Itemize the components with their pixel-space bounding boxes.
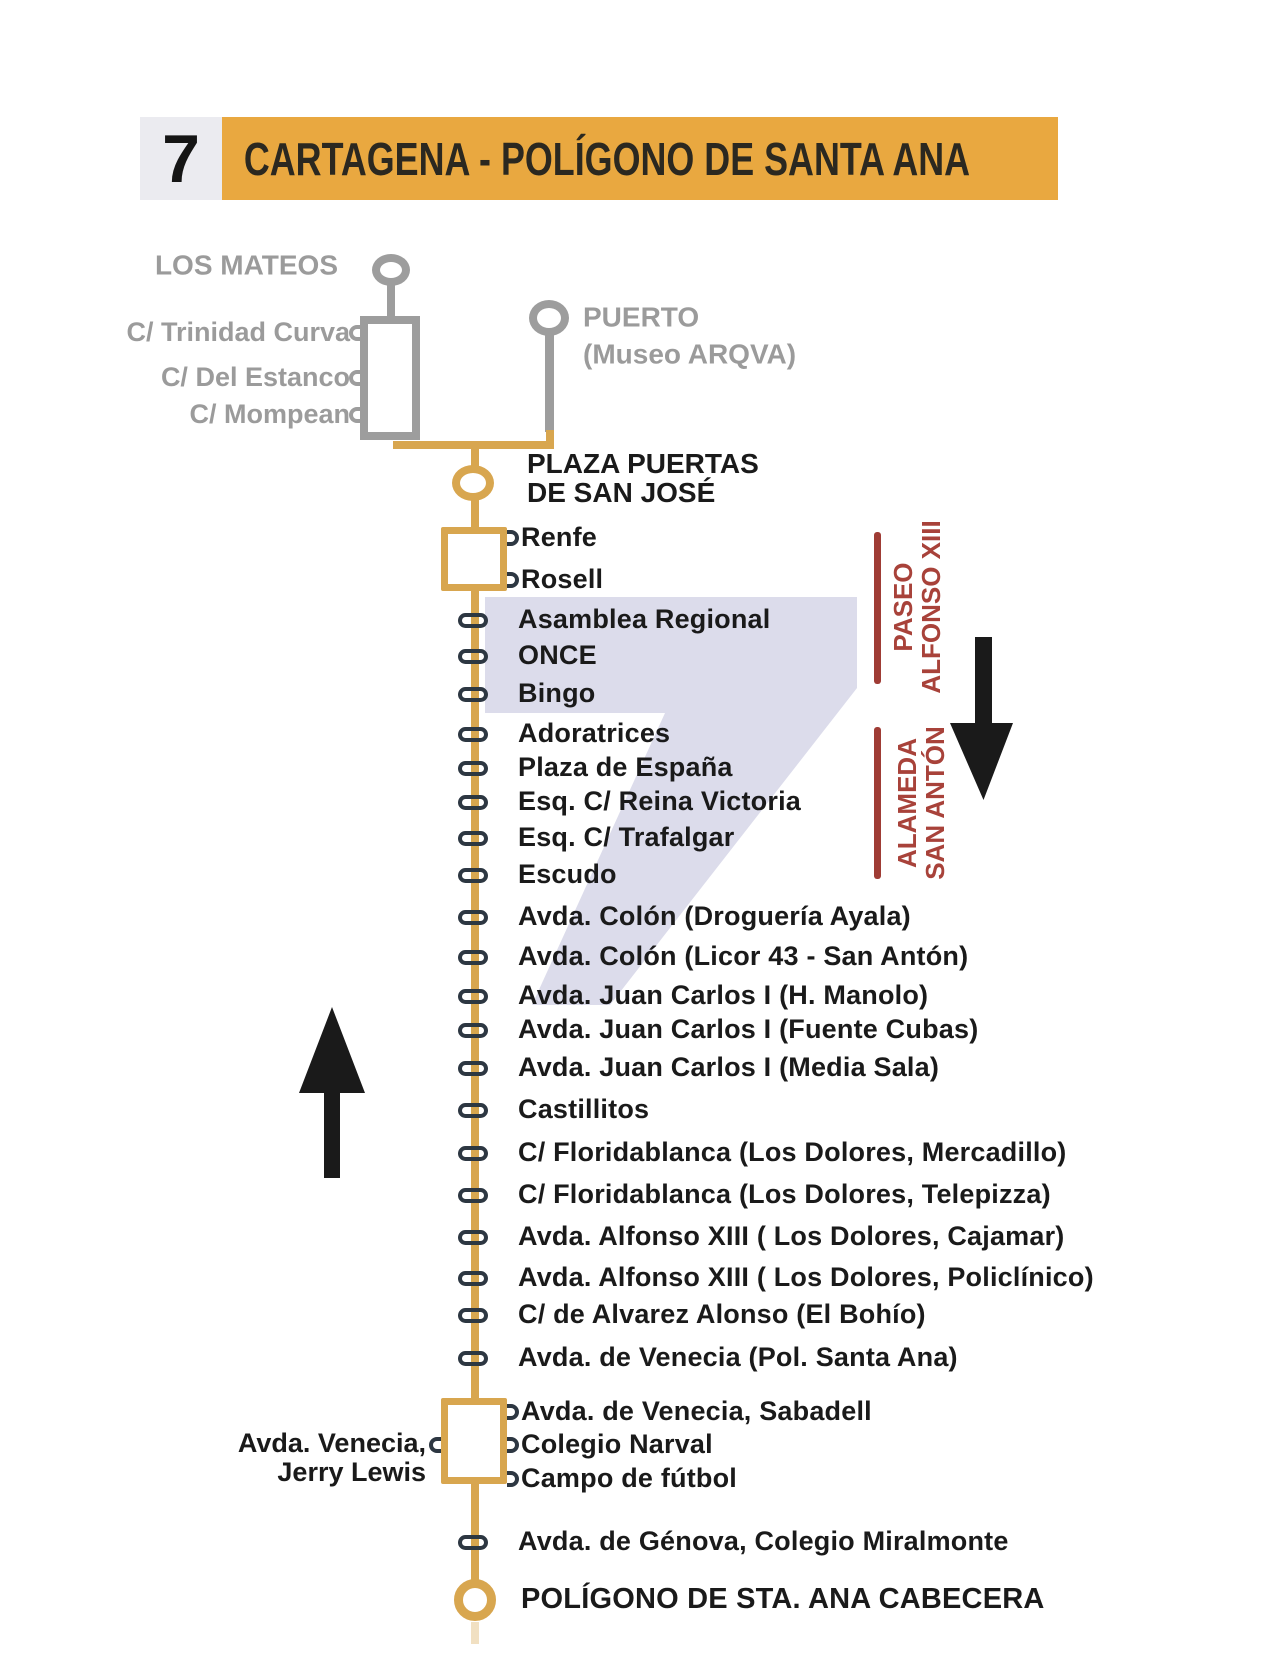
stop-label: Esq. C/ Reina Victoria <box>518 785 801 816</box>
stop-label: Avda. Juan Carlos I (H. Manolo) <box>518 979 929 1010</box>
branch-line <box>387 284 395 318</box>
terminus-label: POLÍGONO DE STA. ANA CABECERA <box>521 1582 1045 1615</box>
branch-terminus-circle <box>372 254 410 286</box>
terminus-circle <box>454 1579 496 1621</box>
stop-label: Avda. de Génova, Colegio Miralmonte <box>518 1525 1009 1556</box>
stop-marker <box>458 989 488 1004</box>
stop-marker <box>458 1103 488 1118</box>
port-terminus-sublabel: (Museo ARQVA) <box>583 338 797 370</box>
stop-label: Avda. Alfonso XIII ( Los Dolores, Policlínico) <box>518 1261 1094 1292</box>
stop-marker <box>458 910 488 925</box>
branch-stop-marker <box>349 407 361 423</box>
port-branch-line <box>545 334 554 432</box>
branch-stop-label: C/ Mompean <box>189 398 350 429</box>
street-label-line: ALAMEDA <box>892 738 922 868</box>
street-label-line: SAN ANTÓN <box>920 726 950 880</box>
stop-label: Avda. Alfonso XIII ( Los Dolores, Cajamar) <box>518 1220 1065 1251</box>
stop-label: Esq. C/ Trafalgar <box>518 821 735 852</box>
up-arrow-icon <box>285 1000 380 1185</box>
branch-stop-marker <box>349 370 361 386</box>
stop-label: Castillitos <box>518 1093 650 1124</box>
stop-marker <box>458 831 488 846</box>
branch-stop-label: C/ Del Estanco <box>160 361 350 392</box>
stop-label: Bingo <box>518 677 596 708</box>
stop-label: C/ Floridablanca (Los Dolores, Telepizza) <box>518 1178 1051 1209</box>
street-label-line: PASEO <box>888 562 918 652</box>
stop-marker <box>458 649 488 664</box>
stop-label: Colegio Narval <box>521 1428 713 1459</box>
stop-label: Adoratrices <box>518 717 671 748</box>
stop-label: Plaza de España <box>518 751 733 782</box>
jerry-lewis-label-line2: Jerry Lewis <box>277 1457 426 1487</box>
branch-station-box <box>360 316 420 440</box>
stop-marker <box>458 868 488 883</box>
stop-label: Campo de fútbol <box>521 1462 737 1493</box>
stop-marker <box>458 1308 488 1323</box>
stop-marker <box>458 1188 488 1203</box>
street-bar-alameda-san-anton <box>874 727 881 879</box>
stop-marker <box>458 1271 488 1286</box>
port-terminus-label: PUERTO <box>583 301 700 333</box>
stop-marker <box>458 1351 488 1366</box>
stop-label: C/ de Alvarez Alonso (El Bohío) <box>518 1298 926 1329</box>
first-stop-label-line2: DE SAN JOSÉ <box>527 477 716 508</box>
branch-stop-marker <box>349 325 361 341</box>
street-label-line: ALFONSO XIII <box>916 520 946 694</box>
stop-label: Renfe <box>521 521 598 552</box>
station-box-renfe-rosell <box>441 527 507 591</box>
stop-label: Avda. de Venecia, Sabadell <box>521 1395 872 1426</box>
stop-marker <box>458 1535 488 1550</box>
jerry-lewis-label-line1: Avda. Venecia, <box>237 1428 426 1458</box>
stop-marker <box>458 1230 488 1245</box>
route-title: CARTAGENA - POLÍGONO DE SANTA ANA <box>243 132 971 185</box>
port-terminus-circle <box>529 300 569 336</box>
jerry-lewis-label <box>238 1429 426 1487</box>
stop-marker <box>458 761 488 776</box>
stop-marker <box>458 1023 488 1038</box>
stop-label: Rosell <box>521 563 604 594</box>
stop-marker <box>458 1146 488 1161</box>
stop-marker <box>458 950 488 965</box>
stop-label: Avda. de Venecia (Pol. Santa Ana) <box>518 1341 958 1372</box>
stop-label: Avda. Juan Carlos I (Fuente Cubas) <box>518 1013 979 1044</box>
stop-marker-jerry-lewis <box>429 1437 441 1453</box>
down-arrow-icon <box>935 630 1025 810</box>
stop-label: Avda. Colón (Licor 43 - San Antón) <box>518 940 969 971</box>
line-number-badge <box>140 117 222 200</box>
stop-label: Escudo <box>518 858 617 889</box>
stop-label: C/ Floridablanca (Los Dolores, Mercadillo) <box>518 1136 1067 1167</box>
branch-stop-label: C/ Trinidad Curva <box>126 316 350 347</box>
street-bar-paseo-alfonso <box>874 532 881 684</box>
first-stop-circle <box>452 465 494 501</box>
stop-label: Avda. Juan Carlos I (Media Sala) <box>518 1051 940 1082</box>
stop-label: Asamblea Regional <box>518 603 771 634</box>
stop-marker <box>458 795 488 810</box>
stop-marker <box>458 1061 488 1076</box>
stop-marker <box>458 687 488 702</box>
stop-label: ONCE <box>518 639 597 670</box>
stop-marker <box>458 613 488 628</box>
route-line-stub <box>471 1622 479 1644</box>
stop-marker <box>458 727 488 742</box>
first-stop-label <box>527 449 759 507</box>
header-bar <box>222 117 1058 200</box>
branch-terminus-label: LOS MATEOS <box>154 249 338 281</box>
line-number: 7 <box>162 120 200 197</box>
first-stop-label-line1: PLAZA PUERTAS <box>527 448 759 479</box>
stop-label: Avda. Colón (Droguería Ayala) <box>518 900 911 931</box>
station-box-jerry-lewis <box>441 1398 507 1484</box>
